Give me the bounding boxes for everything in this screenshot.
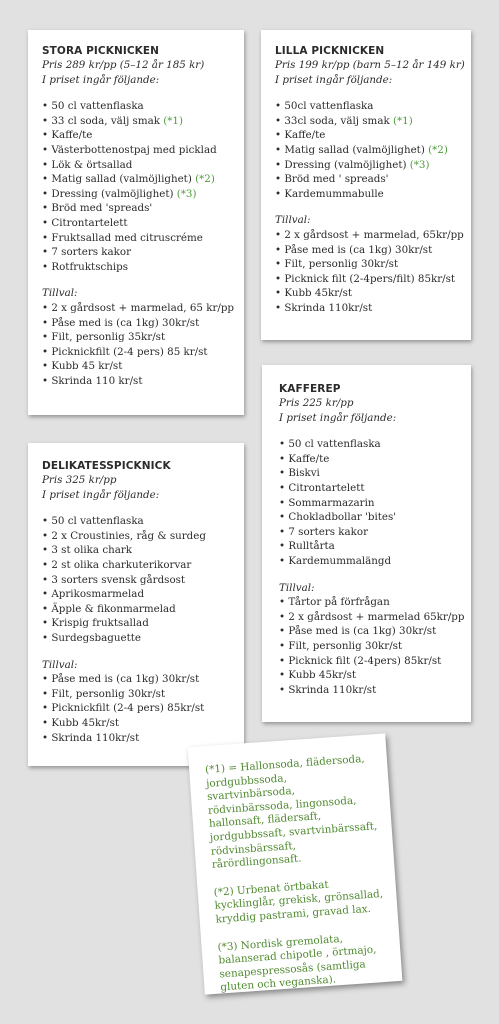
list-item [279, 510, 471, 525]
footnote-ref: (*1) [163, 114, 183, 127]
card-title: DELIKATESSPICKNICK [42, 460, 171, 472]
option-item: • Picknickfilt (2-4 pers) 85kr/st [42, 701, 244, 716]
option-item: • Påse med is (ca 1kg) 30kr/st [42, 316, 244, 331]
option-item: • Påse med is (ca 1kg) 30kr/st [279, 624, 471, 639]
item-text: Sommarmazarin [288, 496, 375, 509]
option-item: • Kubb 45kr/st [275, 286, 471, 301]
item-text: 33cl soda, välj smak [284, 114, 393, 127]
list-item [279, 525, 471, 540]
list-item [279, 554, 471, 569]
list-item [279, 539, 471, 554]
option-item: • Kubb 45kr/st [42, 716, 244, 731]
card-included-label: I priset ingår följande: [279, 411, 397, 424]
list-item [42, 99, 244, 114]
list-item [42, 245, 244, 260]
options-list [42, 301, 244, 389]
included-items-list [42, 99, 244, 274]
item-text: Dressing (valmöjlighet) [284, 158, 410, 171]
item-text: Bröd med 'spreads' [51, 202, 153, 215]
item-text: Kaffe/te [284, 129, 326, 142]
item-text: 33 cl soda, välj smak [51, 114, 164, 127]
list-item [279, 452, 471, 467]
item-text: Rulltårta [288, 540, 335, 553]
option-item: • Filt, personlig 30kr/st [42, 687, 244, 702]
footnote-ref: (*3) [176, 187, 197, 200]
item-text: Rotfruktschips [51, 260, 129, 273]
list-item [42, 543, 244, 558]
item-text: Västerbottenostpaj med picklad [51, 143, 217, 156]
options-list [279, 595, 471, 697]
item-text: Matig sallad (valmöjlighet) [284, 143, 429, 156]
item-text: Kardemummabulle [284, 187, 384, 200]
list-item [42, 631, 244, 646]
card-price: Pris 199 kr/pp (barn 5–12 år 149 kr) [275, 59, 465, 71]
option-item: • Skrinda 110 kr/st [42, 374, 244, 389]
footnote-1: (*1) = Hallonsoda, flädersoda, jordgubbssoda, svartvinbärsoda, rödvinbärssoda, lingonsoda, hallonsaft, flädersaft, jordgubbssaft, svartvinbärssaft, rödvinsbärssaft, rårördlingonsaft. [204, 752, 378, 871]
list-item [42, 114, 244, 129]
options-title: Tillval: [42, 658, 78, 671]
list-item [42, 231, 244, 246]
option-item: • Skrinda 110kr/st [279, 683, 471, 698]
footnotes-card [188, 733, 403, 994]
menu-card-kafferep [262, 365, 471, 722]
footnote-ref: (*1) [392, 114, 413, 127]
option-item: • Kubb 45kr/st [279, 668, 471, 683]
list-item [279, 437, 471, 452]
list-item [275, 187, 471, 202]
item-text: 3 st olika chark [51, 544, 133, 557]
option-item: • Filt, personlig 35kr/st [42, 330, 244, 345]
option-item: • Kubb 45 kr/st [42, 359, 244, 374]
card-price: Pris 289 kr/pp (5–12 år 185 kr) [42, 59, 205, 71]
included-items-list [42, 514, 244, 645]
item-text: Matig sallad (valmöjlighet) [51, 173, 196, 186]
card-price: Pris 325 kr/pp [42, 474, 117, 486]
list-item [42, 216, 244, 231]
list-item [42, 529, 244, 544]
option-item: • Picknickfilt (2-4 pers) 85 kr/st [42, 345, 244, 360]
item-text: Aprikosmarmelad [51, 588, 145, 601]
item-text: Lök & örtsallad [51, 158, 133, 171]
menu-card-delikatesspicknick [28, 443, 244, 766]
card-title: STORA PICKNICKEN [42, 45, 160, 57]
list-item [279, 466, 471, 481]
option-item: • 2 x gårdsost + marmelad, 65kr/pp [275, 228, 471, 243]
item-text: Äpple & fikonmarmelad [51, 602, 176, 615]
options-title: Tillval: [275, 214, 311, 227]
list-item [275, 114, 471, 129]
list-item [42, 558, 244, 573]
item-text: 50 cl vattenflaska [288, 438, 381, 451]
list-item [275, 158, 471, 173]
list-item [42, 587, 244, 602]
footnote-3: (*3) Nordisk gremolata, balanserad chipotle , örtmajo, senapespressosås (samtliga gluten och veganska). [217, 932, 377, 994]
card-title: KAFFEREP [279, 383, 341, 395]
list-item [275, 172, 471, 187]
item-text: Fruktsallad med citruscréme [51, 231, 203, 244]
list-item [42, 143, 244, 158]
list-item [42, 158, 244, 173]
item-text: 50 cl vattenflaska [51, 515, 144, 528]
item-text: Kaffe/te [51, 129, 93, 142]
card-included-label: I priset ingår följande: [42, 488, 160, 501]
item-text: 2 x Croustinies, råg & surdeg [51, 529, 206, 542]
included-items-list [279, 437, 471, 568]
option-item: • Påse med is (ca 1kg) 30kr/st [42, 672, 244, 687]
option-item: • Filt, personlig 30kr/st [279, 639, 471, 654]
option-item: • Tårtor på förfrågan [279, 595, 471, 610]
list-item [279, 496, 471, 511]
footnote-ref: (*2) [428, 143, 448, 156]
option-item: • Skrinda 110kr/st [275, 301, 471, 316]
list-item [42, 573, 244, 588]
item-text: Surdegsbaguette [51, 631, 141, 644]
item-text: 7 sorters kakor [51, 246, 132, 259]
item-text: 2 st olika charkuterikorvar [51, 558, 192, 571]
option-item: • 2 x gårdsost + marmelad 65kr/pp [279, 610, 471, 625]
item-text: Kardemummalängd [288, 554, 392, 567]
item-text: Chokladbollar 'bites' [288, 511, 397, 524]
card-included-label: I priset ingår följande: [42, 73, 160, 86]
list-item [275, 143, 471, 158]
list-item [275, 99, 471, 114]
option-item: • Filt, personlig 30kr/st [275, 257, 471, 272]
card-title: LILLA PICKNICKEN [275, 45, 385, 57]
item-text: 50cl vattenflaska [284, 100, 374, 113]
item-text: 7 sorters kakor [288, 525, 369, 538]
list-item [42, 616, 244, 631]
option-item: • Picknick filt (2-4pers) 85kr/st [279, 654, 471, 669]
item-text: Citrontartelett [288, 481, 365, 494]
list-item [42, 602, 244, 617]
item-text: Krispig fruktsallad [51, 617, 149, 630]
options-list [275, 228, 471, 316]
footnote-ref: (*2) [195, 173, 215, 186]
option-item: • Skrinda 110kr/st [42, 731, 244, 746]
card-price: Pris 225 kr/pp [279, 397, 354, 409]
options-title: Tillval: [42, 287, 78, 300]
option-item: • Påse med is (ca 1kg) 30kr/st [275, 243, 471, 258]
item-text: Biskvi [288, 467, 320, 480]
list-item [275, 128, 471, 143]
included-items-list [275, 99, 471, 201]
options-title: Tillval: [279, 581, 315, 594]
footnote-2: (*2) Urbenat örtbakat kycklinglår, grekisk, grönsallad, kryddig pastrami, gravad lax. [213, 878, 384, 926]
list-item [42, 514, 244, 529]
menu-card-lilla-picknicken [261, 30, 471, 340]
item-text: Citrontartelett [51, 216, 128, 229]
option-item: • 2 x gårdsost + marmelad, 65 kr/pp [42, 301, 244, 316]
list-item [42, 187, 244, 202]
card-included-label: I priset ingår följande: [275, 73, 393, 86]
list-item [42, 201, 244, 216]
item-text: 50 cl vattenflaska [51, 100, 144, 113]
item-text: Dressing (valmöjlighet) [51, 187, 177, 200]
list-item [42, 260, 244, 275]
item-text: Bröd med ' spreads' [284, 173, 389, 186]
list-item [42, 172, 244, 187]
list-item [42, 128, 244, 143]
footnote-ref: (*3) [409, 158, 430, 171]
options-list [42, 672, 244, 745]
menu-card-stora-picknicken [28, 30, 244, 415]
option-item: • Picknick filt (2-4pers/filt) 85kr/st [275, 272, 471, 287]
item-text: 3 sorters svensk gårdsost [51, 573, 186, 586]
item-text: Kaffe/te [288, 452, 330, 465]
list-item [279, 481, 471, 496]
